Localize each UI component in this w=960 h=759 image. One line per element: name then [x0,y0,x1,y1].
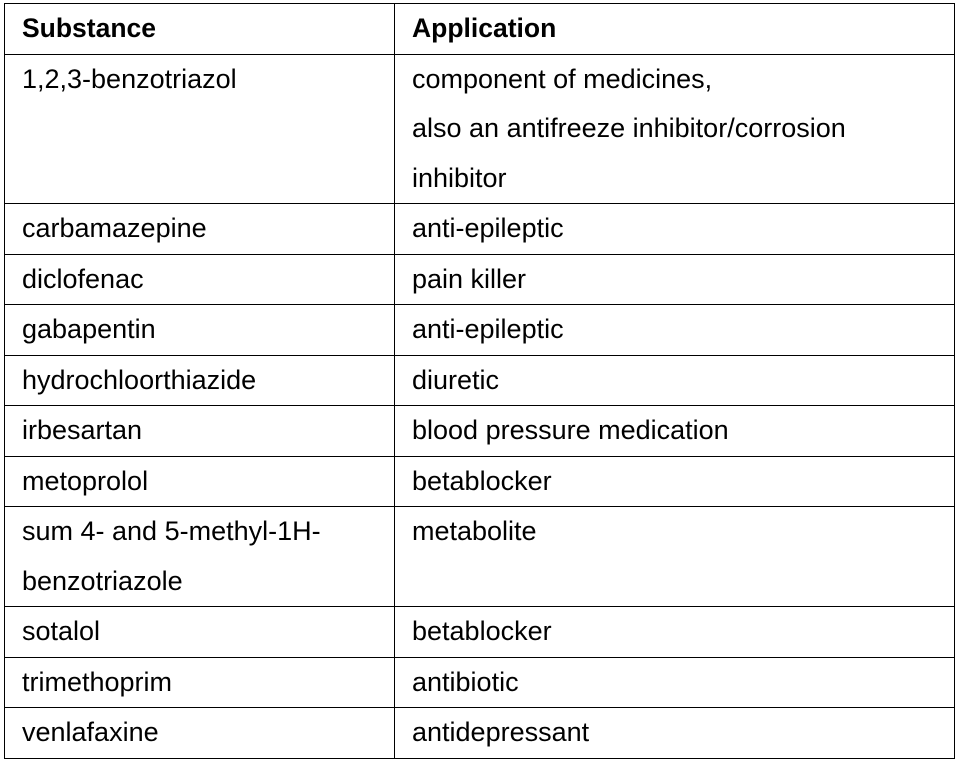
substance-cell: trimethoprim [5,657,395,708]
table-header-row [5,4,955,55]
application-cell: pain killer [395,254,955,305]
header-application: Application [395,4,955,55]
substance-application-table [4,3,955,759]
substance-cell: metoprolol [5,456,395,507]
header-substance: Substance [5,4,395,55]
application-cell: anti-epileptic [395,305,955,356]
substance-cell: sum 4- and 5-methyl-1H- benzotriazole [5,507,395,607]
application-cell: antibiotic [395,657,955,708]
substance-cell: carbamazepine [5,204,395,255]
application-cell: anti-epileptic [395,204,955,255]
table-row [5,406,955,457]
substance-cell: irbesartan [5,406,395,457]
substance-cell: 1,2,3-benzotriazol [5,54,395,204]
application-cell: antidepressant [395,708,955,759]
table-row [5,456,955,507]
application-cell: betablocker [395,607,955,658]
table-row [5,54,955,204]
table-row [5,607,955,658]
table-row [5,657,955,708]
table-row [5,507,955,607]
table-row [5,254,955,305]
substance-cell: hydrochloorthiazide [5,355,395,406]
application-cell: diuretic [395,355,955,406]
substance-cell: diclofenac [5,254,395,305]
application-cell: metabolite [395,507,955,607]
table-row [5,708,955,759]
application-cell: blood pressure medication [395,406,955,457]
application-cell: betablocker [395,456,955,507]
substance-cell: sotalol [5,607,395,658]
table-row [5,355,955,406]
table-row [5,305,955,356]
substance-table-container [4,3,954,759]
substance-cell: gabapentin [5,305,395,356]
substance-cell: venlafaxine [5,708,395,759]
table-row [5,204,955,255]
application-cell: component of medicines, also an antifreeze inhibitor/corrosion inhibitor [395,54,955,204]
